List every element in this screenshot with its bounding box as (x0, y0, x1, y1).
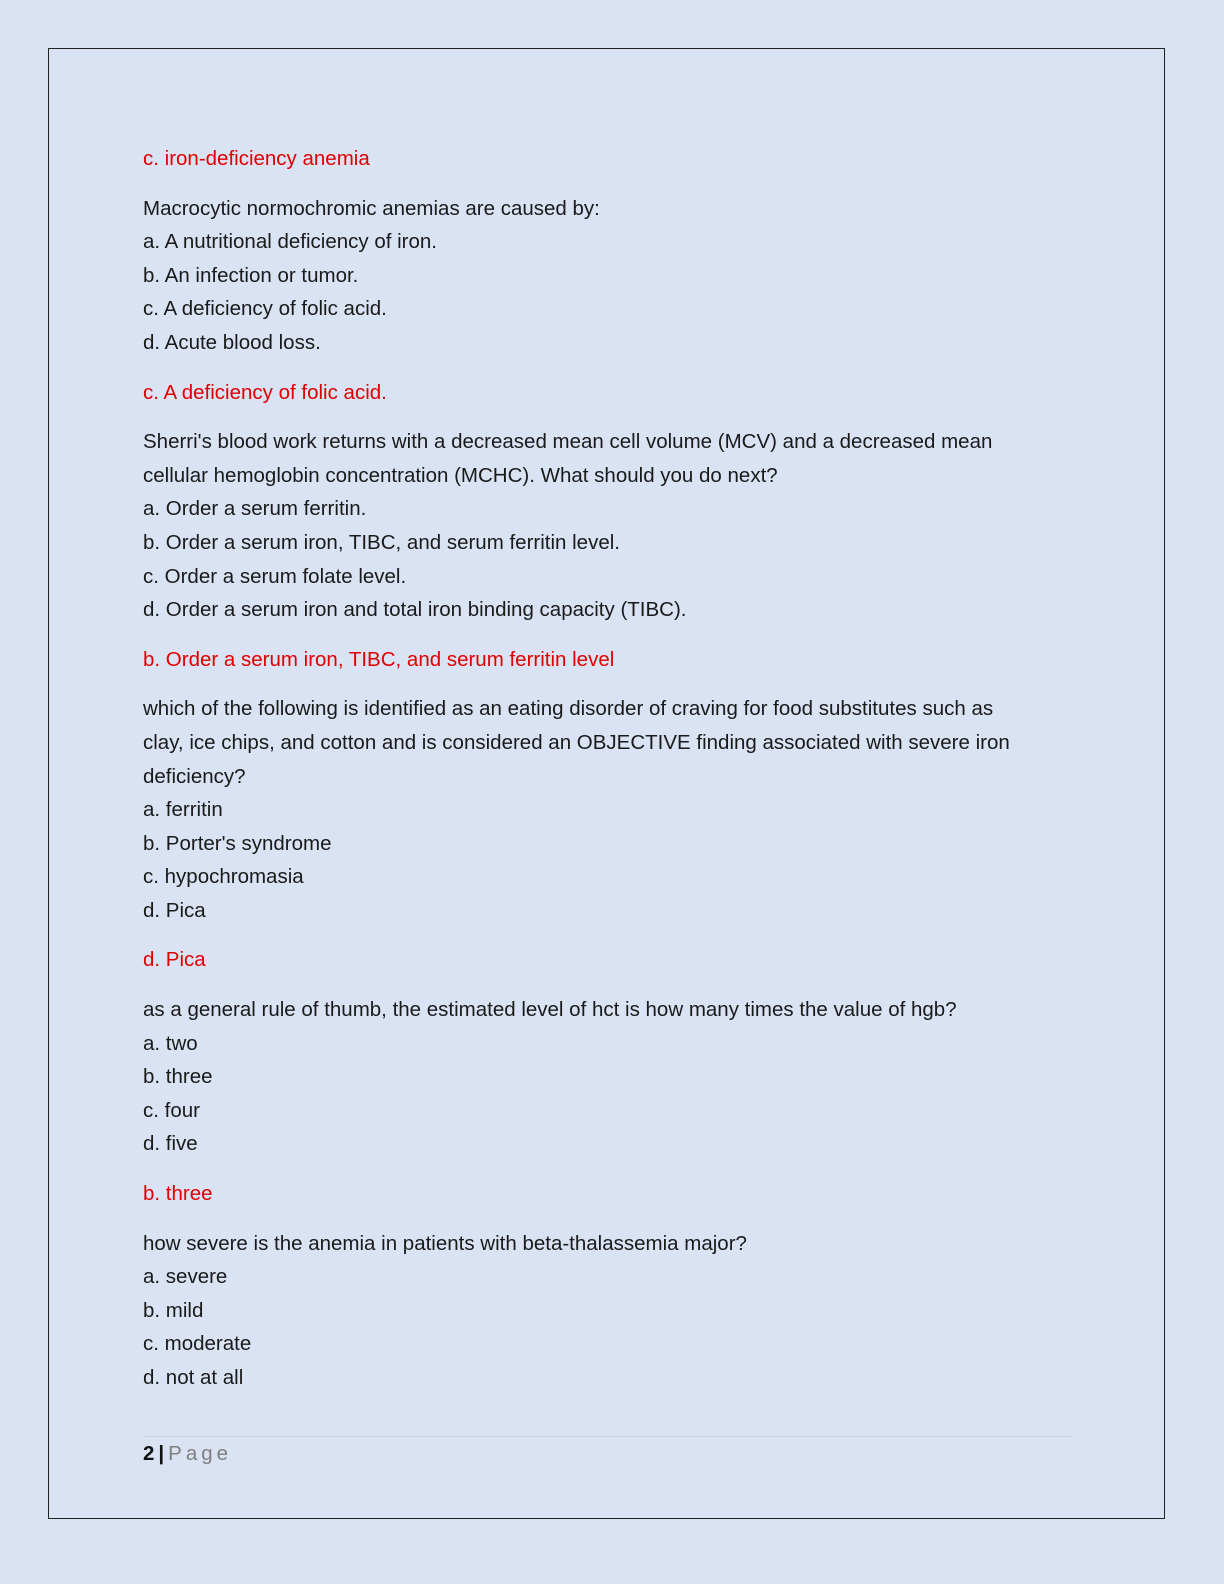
question-text: clay, ice chips, and cotton and is considered an OBJECTIVE finding associated with severe iron (143, 730, 1010, 754)
option-a: a. A nutritional deficiency of iron. (143, 230, 438, 254)
question-1 (143, 192, 1073, 360)
question-text: how severe is the anemia in patients with beta-thalassemia major? (143, 1231, 747, 1255)
question-text: Macrocytic normochromic anemias are caused by: (143, 196, 600, 220)
answer-3: b. Order a serum iron, TIBC, and serum ferritin level (143, 647, 615, 671)
question-2 (143, 425, 1073, 627)
option-a: a. Order a serum ferritin. (143, 497, 367, 521)
option-d: d. Pica (143, 898, 206, 922)
option-d: d. not at all (143, 1366, 244, 1389)
answer-5: b. three (143, 1182, 213, 1206)
option-b: b. Porter's syndrome (143, 831, 332, 855)
answer-2: c. A deficiency of folic acid. (143, 380, 387, 404)
option-c: c. A deficiency of folic acid. (143, 297, 387, 321)
option-a: a. ferritin (143, 798, 223, 822)
question-3 (143, 692, 1073, 927)
option-b: b. three (143, 1065, 213, 1089)
answer-1: c. iron-deficiency anemia (143, 147, 370, 170)
option-c: c. four (143, 1098, 200, 1122)
option-a: a. two (143, 1031, 198, 1055)
question-text: deficiency? (143, 764, 246, 788)
question-4 (143, 993, 1073, 1161)
question-5 (143, 1227, 1073, 1395)
option-a: a. severe (143, 1265, 228, 1289)
option-d: d. five (143, 1132, 198, 1156)
option-c: c. hypochromasia (143, 865, 304, 889)
option-b: b. Order a serum iron, TIBC, and serum ferritin level. (143, 530, 620, 554)
page-number: 2 (143, 1442, 155, 1465)
answer-4: d. Pica (143, 948, 206, 972)
footer-separator: | (158, 1442, 165, 1465)
option-c: c. Order a serum folate level. (143, 564, 407, 588)
question-text: as a general rule of thumb, the estimated level of hct is how many times the value of hgb? (143, 998, 957, 1022)
question-text: Sherri's blood work returns with a decreased mean cell volume (MCV) and a decreased mean (143, 430, 993, 454)
question-text: cellular hemoglobin concentration (MCHC). What should you do next? (143, 463, 778, 487)
option-c: c. moderate (143, 1332, 252, 1356)
option-d: d. Acute blood loss. (143, 330, 321, 354)
option-b: b. An infection or tumor. (143, 263, 359, 287)
page-label: Page (168, 1442, 233, 1465)
page-footer (143, 1440, 232, 1468)
question-text: which of the following is identified as an eating disorder of craving for food substitutes such as (143, 697, 994, 721)
document-body (143, 142, 1073, 1395)
footer-divider (143, 1436, 1073, 1437)
option-d: d. Order a serum iron and total iron binding capacity (TIBC). (143, 598, 687, 622)
option-b: b. mild (143, 1298, 204, 1322)
